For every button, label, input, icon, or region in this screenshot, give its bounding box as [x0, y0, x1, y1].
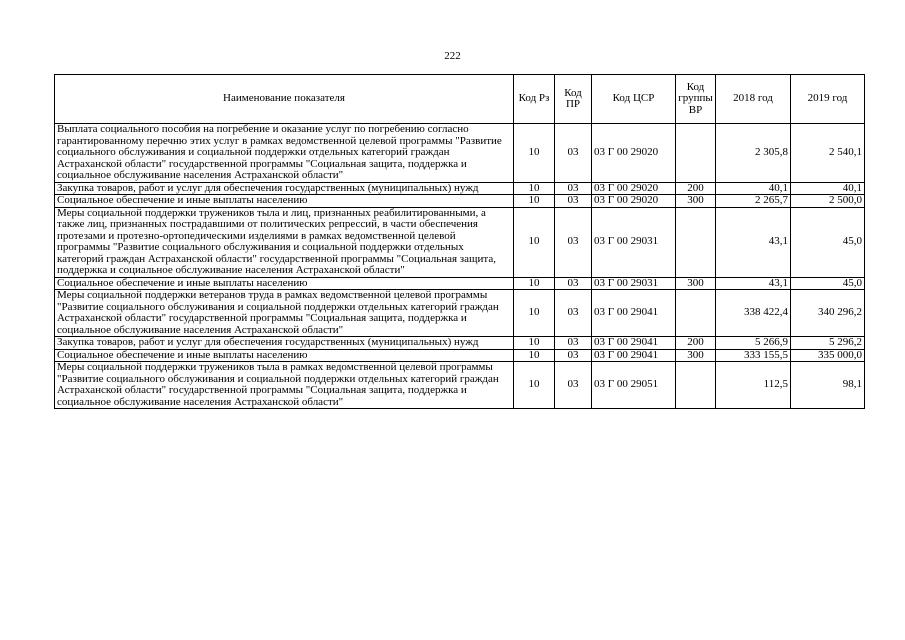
page-number: 222	[444, 50, 461, 62]
cell-y2019: 45,0	[791, 207, 865, 277]
cell-y2019: 45,0	[791, 277, 865, 290]
cell-csr: 03 Г 00 29020	[592, 195, 676, 208]
cell-vr: 300	[676, 277, 716, 290]
table-row	[55, 277, 865, 290]
cell-csr: 03 Г 00 29020	[592, 124, 676, 183]
header-csr: Код ЦСР	[592, 75, 676, 124]
table-row	[55, 124, 865, 183]
cell-name: Меры социальной поддержки тружеников тыла в рамках ведомственной целевой программы "Развитие социального обслуживания и социальной поддержки отдельных категорий граждан Астраханской области" государственной программы "Социальная защита, поддержка и социальное обслуживание населения Астраханской области"	[55, 362, 514, 409]
cell-name: Выплата социального пособия на погребение и оказание услуг по погребению согласно гарантированному перечню этих услуг в рамках ведомственной целевой программы "Развитие социального обслуживания и социальной поддержки отдельных категорий граждан Астраханской области" государственной программы "Социальная защита, поддержка и социальное обслуживание населения Астраханской области"	[55, 124, 514, 183]
header-2019: 2019 год	[791, 75, 865, 124]
cell-vr	[676, 124, 716, 183]
cell-pr: 03	[555, 207, 592, 277]
header-pr: Код ПР	[555, 75, 592, 124]
cell-rz: 10	[514, 349, 555, 362]
cell-y2018: 43,1	[716, 207, 791, 277]
cell-name: Закупка товаров, работ и услуг для обеспечения государственных (муниципальных) нужд	[55, 337, 514, 350]
cell-vr: 300	[676, 349, 716, 362]
cell-y2018: 2 265,7	[716, 195, 791, 208]
cell-vr: 200	[676, 182, 716, 195]
cell-csr: 03 Г 00 29031	[592, 207, 676, 277]
header-row	[55, 75, 865, 124]
cell-rz: 10	[514, 277, 555, 290]
cell-y2019: 5 296,2	[791, 337, 865, 350]
header-name: Наименование показателя	[55, 75, 514, 124]
table-row	[55, 182, 865, 195]
cell-vr: 300	[676, 195, 716, 208]
cell-pr: 03	[555, 337, 592, 350]
cell-csr: 03 Г 00 29051	[592, 362, 676, 409]
cell-vr	[676, 207, 716, 277]
cell-y2019: 335 000,0	[791, 349, 865, 362]
table-row	[55, 349, 865, 362]
cell-y2018: 40,1	[716, 182, 791, 195]
cell-rz: 10	[514, 195, 555, 208]
cell-name: Социальное обеспечение и иные выплаты населению	[55, 195, 514, 208]
cell-pr: 03	[555, 195, 592, 208]
cell-name: Закупка товаров, работ и услуг для обеспечения государственных (муниципальных) нужд	[55, 182, 514, 195]
cell-pr: 03	[555, 349, 592, 362]
cell-y2019: 40,1	[791, 182, 865, 195]
cell-vr	[676, 362, 716, 409]
table-row	[55, 207, 865, 277]
cell-pr: 03	[555, 124, 592, 183]
cell-csr: 03 Г 00 29020	[592, 182, 676, 195]
cell-y2019: 2 500,0	[791, 195, 865, 208]
table-row	[55, 337, 865, 350]
cell-rz: 10	[514, 207, 555, 277]
cell-name: Социальное обеспечение и иные выплаты населению	[55, 349, 514, 362]
cell-y2018: 112,5	[716, 362, 791, 409]
cell-y2018: 333 155,5	[716, 349, 791, 362]
cell-y2019: 98,1	[791, 362, 865, 409]
table-row	[55, 195, 865, 208]
cell-csr: 03 Г 00 29041	[592, 290, 676, 337]
cell-y2018: 2 305,8	[716, 124, 791, 183]
cell-pr: 03	[555, 290, 592, 337]
header-2018: 2018 год	[716, 75, 791, 124]
cell-y2018: 338 422,4	[716, 290, 791, 337]
cell-pr: 03	[555, 362, 592, 409]
cell-csr: 03 Г 00 29041	[592, 349, 676, 362]
cell-y2018: 5 266,9	[716, 337, 791, 350]
cell-csr: 03 Г 00 29041	[592, 337, 676, 350]
cell-y2019: 2 540,1	[791, 124, 865, 183]
header-vr: Код группы ВР	[676, 75, 716, 124]
cell-name: Меры социальной поддержки тружеников тыла и лиц, признанных реабилитированными, а также лиц, признанных пострадавшими от политических репрессий, в части обеспечения протезами и протезно-ортопедическими изделиями в рамках ведомственной целевой программы "Развитие социального обслуживания и социальной поддержки отдельных категорий граждан Астраханской области" государственной программы "Социальная защита, поддержка и социальное обслуживание населения Астраханской области"	[55, 207, 514, 277]
cell-csr: 03 Г 00 29031	[592, 277, 676, 290]
budget-table	[54, 74, 865, 409]
cell-rz: 10	[514, 337, 555, 350]
cell-pr: 03	[555, 182, 592, 195]
cell-pr: 03	[555, 277, 592, 290]
cell-y2018: 43,1	[716, 277, 791, 290]
cell-rz: 10	[514, 290, 555, 337]
table-row	[55, 290, 865, 337]
header-rz: Код Рз	[514, 75, 555, 124]
cell-name: Социальное обеспечение и иные выплаты населению	[55, 277, 514, 290]
cell-rz: 10	[514, 124, 555, 183]
cell-name: Меры социальной поддержки ветеранов труда в рамках ведомственной целевой программы "Развитие социального обслуживания и социальной поддержки отдельных категорий граждан Астраханской области" государственной программы "Социальная защита, поддержка и социальное обслуживание населения Астраханской области"	[55, 290, 514, 337]
cell-y2019: 340 296,2	[791, 290, 865, 337]
cell-rz: 10	[514, 362, 555, 409]
cell-vr: 200	[676, 337, 716, 350]
table-row	[55, 362, 865, 409]
cell-rz: 10	[514, 182, 555, 195]
cell-vr	[676, 290, 716, 337]
